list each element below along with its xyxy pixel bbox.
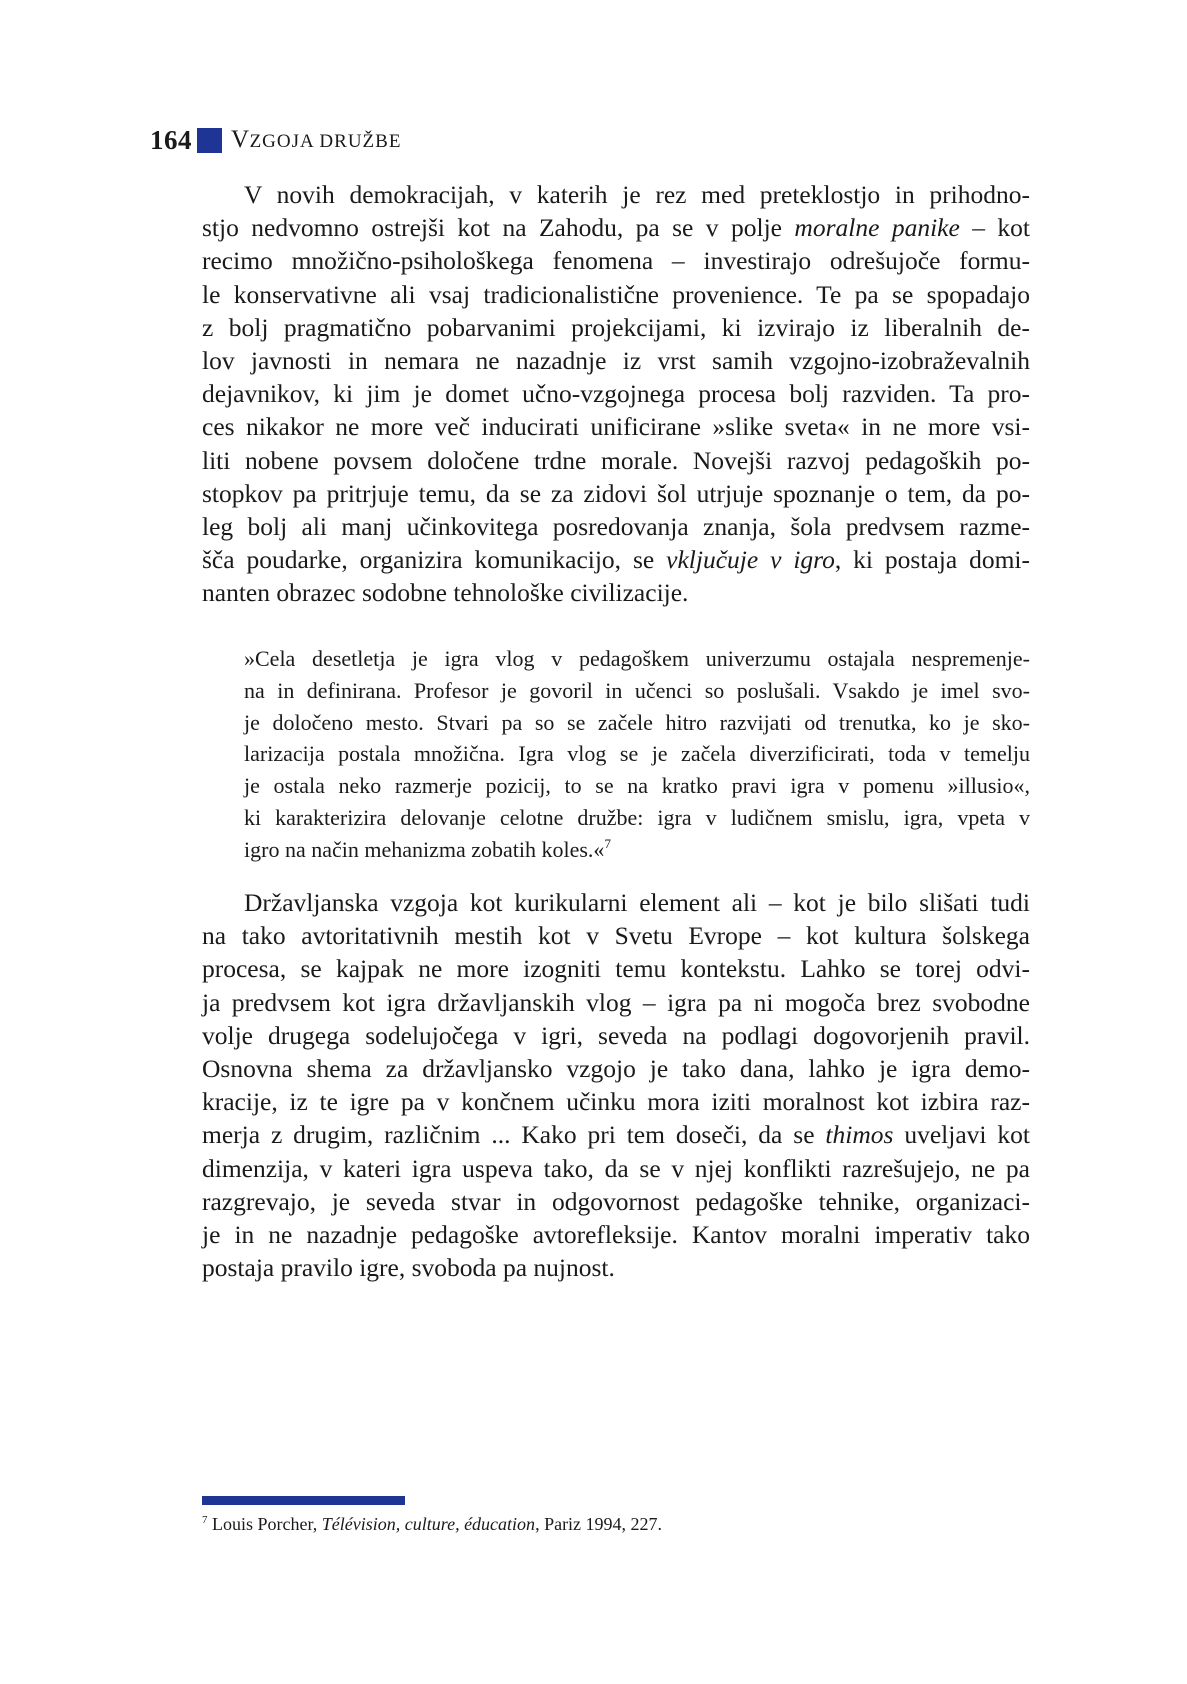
text-line: lov javnosti in nemara ne nazadnje iz vrst samih vzgojno-izobraževalnih [202, 346, 1030, 376]
text-line [202, 543, 1030, 576]
text-line: Osnovna shema za državljansko vzgojo je tako dana, lahko je igra demo- [202, 1054, 1030, 1084]
text-line: kracije, iz te igre pa v končnem učinku mora iziti moralnost kot izbira raz- [202, 1087, 1030, 1117]
running-header [150, 120, 401, 160]
footnote-rest: , Pariz 1994, 227. [535, 1514, 663, 1534]
block-quote [244, 643, 1030, 866]
text-line: V novih demokracijah, v katerih je rez med preteklostjo in prihodno- [244, 180, 1030, 209]
running-head-initial: V [231, 126, 250, 153]
text-span: merja z drugim, različnim ... Kako pri tem doseči, da se [202, 1120, 826, 1150]
quote-line: larizacija postala množična. Igra vlog se je začela diverzificirati, toda v temelju [244, 741, 1030, 767]
footnote [202, 1512, 662, 1536]
text-line [202, 1118, 1030, 1151]
quote-line: ki karakterizira delovanje celotne družbe: igra v ludičnem smislu, igra, vpeta v [244, 804, 1030, 830]
text-line: leg bolj ali manj učinkovitega posredovanja znanja, šola predvsem razme- [202, 512, 1030, 542]
body-paragraph-1 [202, 178, 1030, 610]
emphasis: thimos [825, 1120, 894, 1150]
footnote-reference[interactable]: 7 [604, 835, 611, 851]
footnote-number: 7 [202, 1514, 208, 1526]
text-line: nanten obrazec sodobne tehnološke civilizacije. [202, 578, 689, 608]
text-line: ja predvsem kot igra državljanskih vlog – igra pa ni mogoča brez svobodne [202, 987, 1030, 1017]
text-span: šča poudarke, organizira komunikacijo, se [202, 545, 667, 575]
text-span: uveljavi kot [893, 1120, 1030, 1150]
text-line: le konservativne ali vsaj tradicionalistične provenience. Te pa se spopadajo [202, 279, 1030, 309]
running-head-title [231, 126, 401, 154]
text-span: stjo nedvomno ostrejši kot na Zahodu, pa se v polje [202, 213, 795, 243]
text-line: stopkov pa pritrjuje temu, da se za zidovi šol utrjuje spoznanje o tem, da po- [202, 478, 1030, 508]
text-span: – kot [959, 213, 1030, 243]
quote-line: »Cela desetletja je igra vlog v pedagoškem univerzumu ostajala nespremenje- [244, 646, 1030, 671]
text-line: ces nikakor ne more več inducirati unificirane »slike sveta« in ne more vsi- [202, 412, 1030, 442]
emphasis: vključuje v igro [666, 545, 835, 575]
quote-line [244, 834, 1030, 866]
quote-line: je določeno mesto. Stvari pa so se začele hitro razvijati od trenutka, ko je sko- [244, 709, 1030, 735]
quote-line: na in definirana. Profesor je govoril in učenci so poslušali. Vsakdo je imel svo- [244, 677, 1030, 703]
text-line: je in ne nazadnje pedagoške avtorefleksije. Kantov moralni imperativ tako [202, 1220, 1030, 1250]
footnote-author: Louis Porcher, [207, 1514, 322, 1534]
text-line: recimo množično-psihološkega fenomena – investirajo odrešujoče formu- [202, 246, 1030, 276]
running-head-rest: ZGOJA DRUŽBE [249, 131, 402, 152]
text-line: dejavnikov, ki jim je domet učno-vzgojnega procesa bolj razviden. Ta pro- [202, 379, 1030, 409]
text-line: postaja pravilo igre, svoboda pa nujnost. [202, 1253, 615, 1283]
page-number: 164 [150, 124, 192, 155]
footnote-title: Télévision, culture, éducation [321, 1514, 536, 1534]
text-line [202, 211, 1030, 244]
body-paragraph-2 [202, 886, 1030, 1284]
text-line: na tako avtoritativnih mestih kot v Svetu Evrope – kot kultura šolskega [202, 921, 1030, 951]
text-line: Državljanska vzgoja kot kurikularni element ali – kot je bilo slišati tudi [244, 888, 1030, 917]
quote-line: je ostala neko razmerje pozicij, to se na kratko pravi igra v pomenu »illusio«, [244, 773, 1030, 799]
text-line: liti nobene povsem določene trdne morale. Novejši razvoj pedagoških po- [202, 445, 1030, 475]
header-square-marker [197, 128, 222, 153]
text-line: volje drugega sodelujočega v igri, seveda na podlagi dogovorjenih pravil. [202, 1020, 1030, 1050]
text-line: z bolj pragmatično pobarvanimi projekcijami, ki izvirajo iz liberalnih de- [202, 312, 1030, 342]
text-line: dimenzija, v kateri igra uspeva tako, da se v njej konflikti razrešujejo, ne pa [202, 1153, 1030, 1183]
footnote-rule [202, 1496, 405, 1505]
text-span: igro na način mehanizma zobatih koles.« [244, 836, 605, 862]
text-line: razgrevajo, je seveda stvar in odgovornost pedagoške tehnike, organizaci- [202, 1186, 1030, 1216]
text-line: procesa, se kajpak ne more izogniti temu kontekstu. Lahko se torej odvi- [202, 954, 1030, 984]
emphasis: moralne panike [794, 213, 960, 243]
text-span: , ki postaja domi- [834, 545, 1030, 575]
